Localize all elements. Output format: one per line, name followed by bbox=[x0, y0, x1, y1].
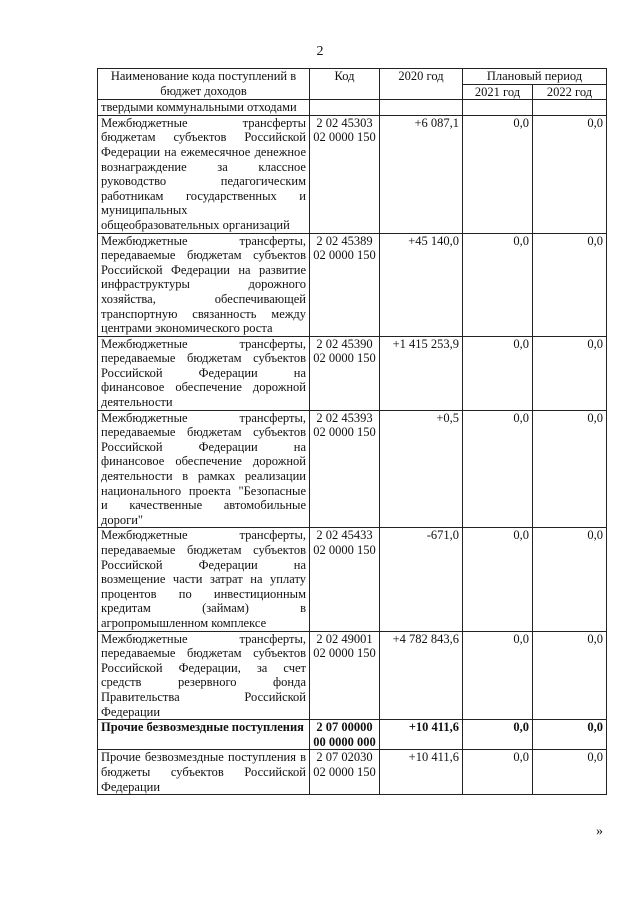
table-row bbox=[98, 410, 607, 528]
row-value-2020: +4 782 843,6 bbox=[380, 631, 463, 720]
table-row bbox=[98, 750, 607, 795]
row-value-2020: +10 411,6 bbox=[380, 750, 463, 795]
row-value-2022: 0,0 bbox=[533, 233, 607, 336]
row-code: 2 02 45389 02 0000 150 bbox=[310, 233, 380, 336]
table-row bbox=[98, 115, 607, 233]
row-code: 2 07 02030 02 0000 150 bbox=[310, 750, 380, 795]
row-value-2021: 0,0 bbox=[463, 336, 533, 410]
continuation-text: твердыми коммунальными отходами bbox=[98, 100, 310, 116]
table-row bbox=[98, 336, 607, 410]
row-value-2021: 0,0 bbox=[463, 631, 533, 720]
row-value-2022: 0,0 bbox=[533, 528, 607, 631]
page-number: 2 bbox=[316, 44, 324, 59]
budget-revenue-table bbox=[97, 68, 607, 795]
header-year-2021: 2021 год bbox=[463, 84, 533, 100]
header-year-2020: 2020 год bbox=[380, 69, 463, 100]
row-value-2021: 0,0 bbox=[463, 233, 533, 336]
row-name: Межбюджетные трансферты, передаваемые бюджетам субъектов Российской Федерации на финансовое обеспечение дорожной деятельности в рамках реализации национального проекта "Безопасные и качественные автомобильные дороги" bbox=[98, 410, 310, 528]
row-value-2020: -671,0 bbox=[380, 528, 463, 631]
row-name: Межбюджетные трансферты бюджетам субъектов Российской Федерации на ежемесячное денежное вознаграждение за классное руководство педагогическим работникам государственных и муниципальных общеобразовательных организаций bbox=[98, 115, 310, 233]
row-value-2020: +1 415 253,9 bbox=[380, 336, 463, 410]
row-value-2022: 0,0 bbox=[533, 750, 607, 795]
row-value-2020: +10 411,6 bbox=[380, 720, 463, 750]
row-name: Межбюджетные трансферты, передаваемые бюджетам субъектов Российской Федерации, за счет средств резервного фонда Правительства Российской Федерации bbox=[98, 631, 310, 720]
row-value-2022: 0,0 bbox=[533, 631, 607, 720]
row-code: 2 02 45433 02 0000 150 bbox=[310, 528, 380, 631]
row-value-2022: 0,0 bbox=[533, 336, 607, 410]
row-name: Межбюджетные трансферты, передаваемые бюджетам субъектов Российской Федерации на развитие инфраструктуры дорожного хозяйства, обеспечивающей транспортную связанность между центрами экономического роста bbox=[98, 233, 310, 336]
table-row bbox=[98, 528, 607, 631]
row-value-2022: 0,0 bbox=[533, 720, 607, 750]
table-row bbox=[98, 631, 607, 720]
table-row bbox=[98, 233, 607, 336]
row-code: 2 02 45390 02 0000 150 bbox=[310, 336, 380, 410]
row-value-2020: +0,5 bbox=[380, 410, 463, 528]
row-code: 2 02 45303 02 0000 150 bbox=[310, 115, 380, 233]
header-name: Наименование кода поступлений в бюджет доходов bbox=[98, 69, 310, 100]
table-body bbox=[98, 100, 607, 795]
row-value-2021: 0,0 bbox=[463, 528, 533, 631]
continuation-row bbox=[98, 100, 607, 116]
row-code: 2 02 45393 02 0000 150 bbox=[310, 410, 380, 528]
row-value-2022: 0,0 bbox=[533, 410, 607, 528]
row-value-2021: 0,0 bbox=[463, 410, 533, 528]
table-row bbox=[98, 720, 607, 750]
row-value-2020: +45 140,0 bbox=[380, 233, 463, 336]
closing-quote: » bbox=[596, 824, 603, 839]
row-name: Прочие безвозмездные поступления bbox=[98, 720, 310, 750]
row-value-2021: 0,0 bbox=[463, 720, 533, 750]
header-code: Код bbox=[310, 69, 380, 100]
row-name: Межбюджетные трансферты, передаваемые бюджетам субъектов Российской Федерации на финансовое обеспечение дорожной деятельности bbox=[98, 336, 310, 410]
header-year-2022: 2022 год bbox=[533, 84, 607, 100]
row-name: Межбюджетные трансферты, передаваемые бюджетам субъектов Российской Федерации на возмещение части затрат на уплату процентов по инвестиционным кредитам (займам) в агропромышленном комплексе bbox=[98, 528, 310, 631]
header-planned-period: Плановый период bbox=[463, 69, 607, 85]
row-value-2021: 0,0 bbox=[463, 750, 533, 795]
row-code: 2 02 49001 02 0000 150 bbox=[310, 631, 380, 720]
row-value-2022: 0,0 bbox=[533, 115, 607, 233]
row-code: 2 07 00000 00 0000 000 bbox=[310, 720, 380, 750]
row-value-2020: +6 087,1 bbox=[380, 115, 463, 233]
row-name: Прочие безвозмездные поступления в бюджеты субъектов Российской Федерации bbox=[98, 750, 310, 795]
row-value-2021: 0,0 bbox=[463, 115, 533, 233]
